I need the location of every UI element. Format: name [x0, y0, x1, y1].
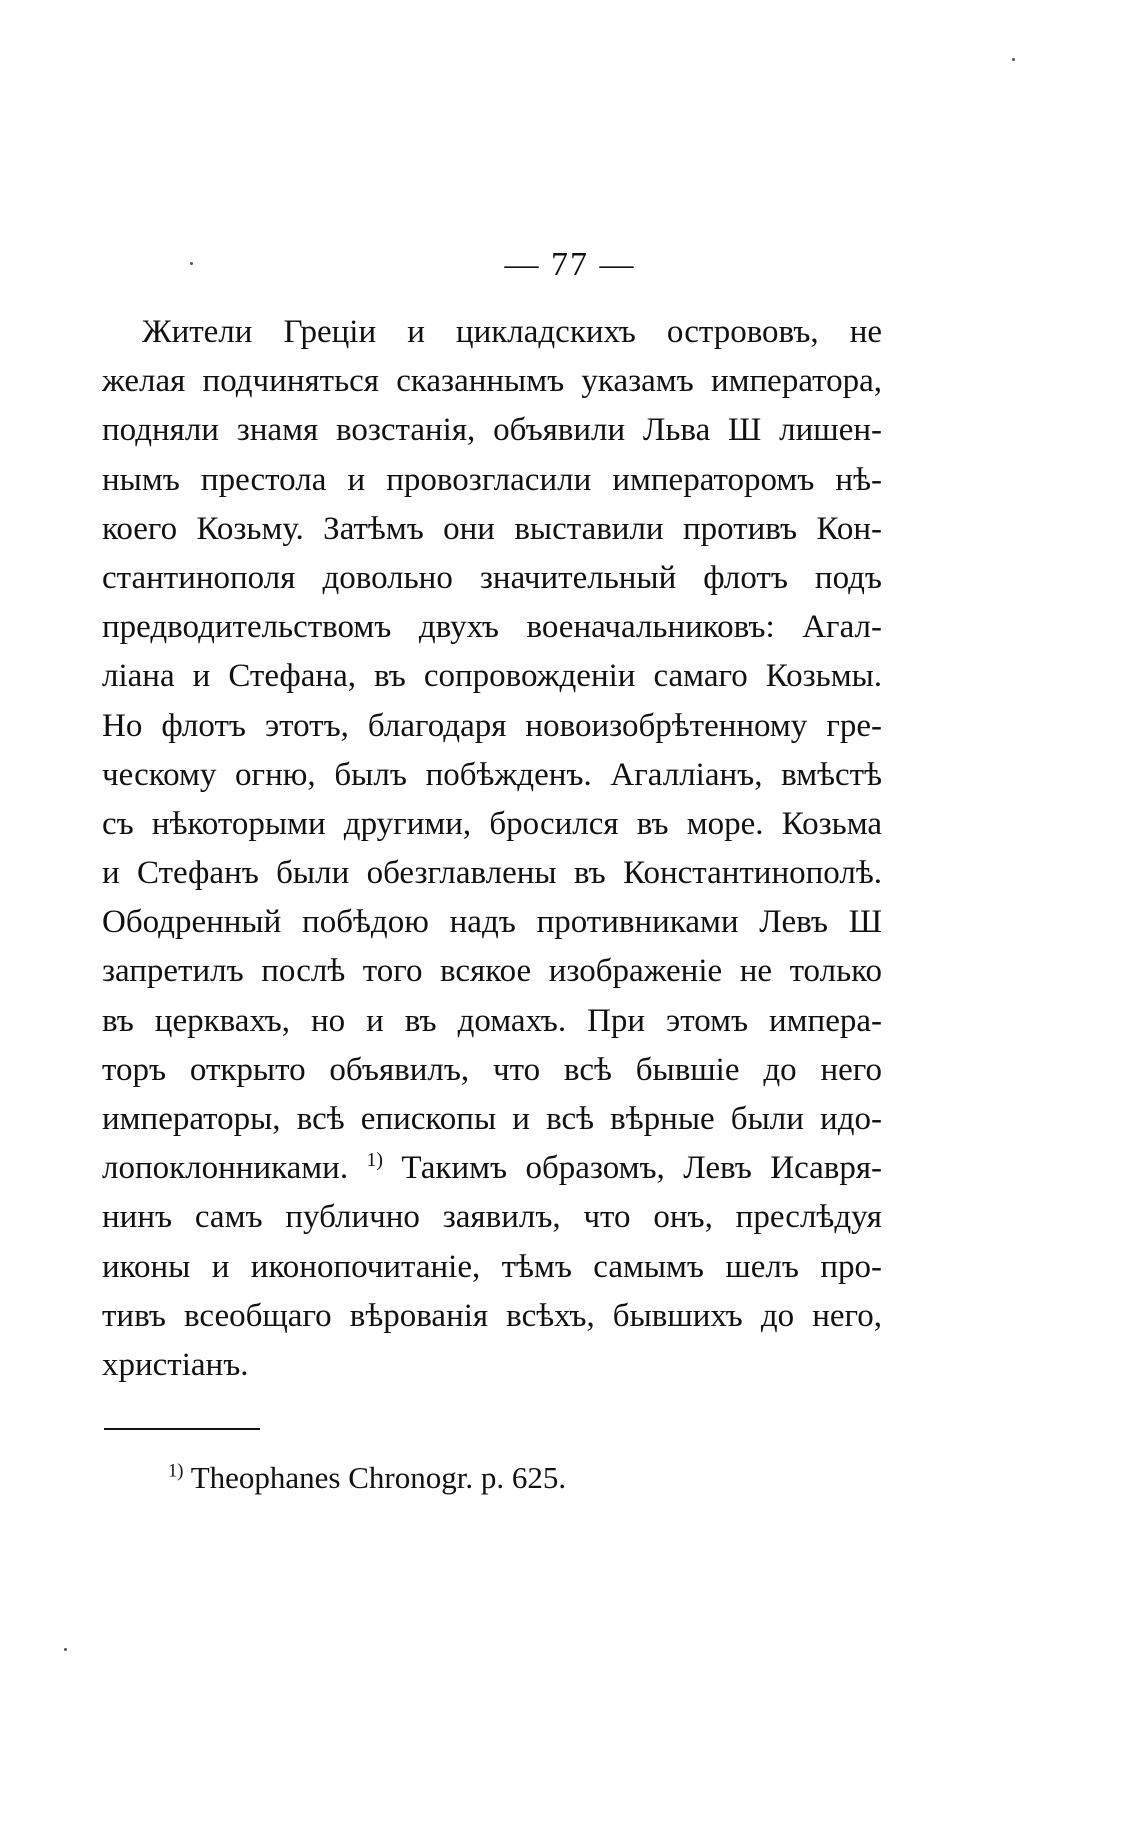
text-line: христіанъ.: [102, 1346, 249, 1383]
footnote-divider: [104, 1428, 260, 1430]
text-line: коего Козьму. Затѣмъ они выставили противъ Кон-: [102, 510, 882, 547]
text-line: предводительствомъ двухъ военачальниковъ: Агал-: [102, 609, 882, 646]
text-line: торъ открыто объявилъ, что всѣ бывшіе до него: [102, 1051, 882, 1088]
print-speck: [64, 1648, 67, 1651]
text-line: стантинополя довольно значительный флотъ подъ: [102, 559, 882, 596]
print-speck: [190, 262, 193, 265]
print-speck: [1012, 58, 1015, 61]
text-fragment: Такимъ образомъ, Левъ Исавря-: [401, 1150, 883, 1187]
footnote: [168, 1458, 566, 1498]
text-line: нинъ самъ публично заявилъ, что онъ, преслѣдуя: [102, 1199, 882, 1236]
text-line: Но флотъ этотъ, благодаря новоизобрѣтенному гре-: [102, 707, 882, 744]
text-line: ліана и Стефана, въ сопровожденіи самаго Козьмы.: [102, 658, 882, 695]
footnote-reference: 1): [366, 1149, 383, 1172]
text-line: и Стефанъ были обезглавлены въ Константинополѣ.: [102, 855, 882, 892]
body-text: [102, 308, 882, 1390]
text-line: желая подчиняться сказаннымъ указамъ императора,: [102, 363, 882, 400]
text-line: императоры, всѣ епископы и всѣ вѣрные были идо-: [102, 1101, 882, 1137]
footnote-text: Theophanes Chronogr. p. 625.: [190, 1460, 567, 1495]
text-fragment: лопоклонниками.: [102, 1150, 349, 1187]
footnote-marker: 1): [168, 1460, 184, 1482]
text-line: запретилъ послѣ того всякое изображеніе не только: [102, 953, 882, 990]
text-line: нымъ престола и провозгласили императоромъ нѣ-: [102, 461, 882, 498]
text-line: съ нѣкоторыми другими, бросился въ море. Козьма: [102, 805, 882, 842]
text-line: ческому огню, былъ побѣжденъ. Агалліанъ, вмѣстѣ: [102, 756, 882, 793]
text-line: иконы и иконопочитаніе, тѣмъ самымъ шелъ про-: [102, 1248, 882, 1285]
text-line: въ церквахъ, но и въ домахъ. При этомъ импера-: [102, 1002, 882, 1039]
text-line-with-footnote-ref: [102, 1144, 882, 1193]
text-line: Ободренный побѣдою надъ противниками Левъ Ш: [102, 904, 882, 941]
text-line: тивъ всеобщаго вѣрованія всѣхъ, бывшихъ до него,: [102, 1297, 882, 1334]
page-number: — 77 —: [504, 246, 636, 283]
text-line: подняли знамя возстанія, объявили Льва Ш лишен-: [102, 412, 882, 449]
text-line: Жители Греціи и цикладскихъ острововъ, не: [142, 314, 882, 350]
